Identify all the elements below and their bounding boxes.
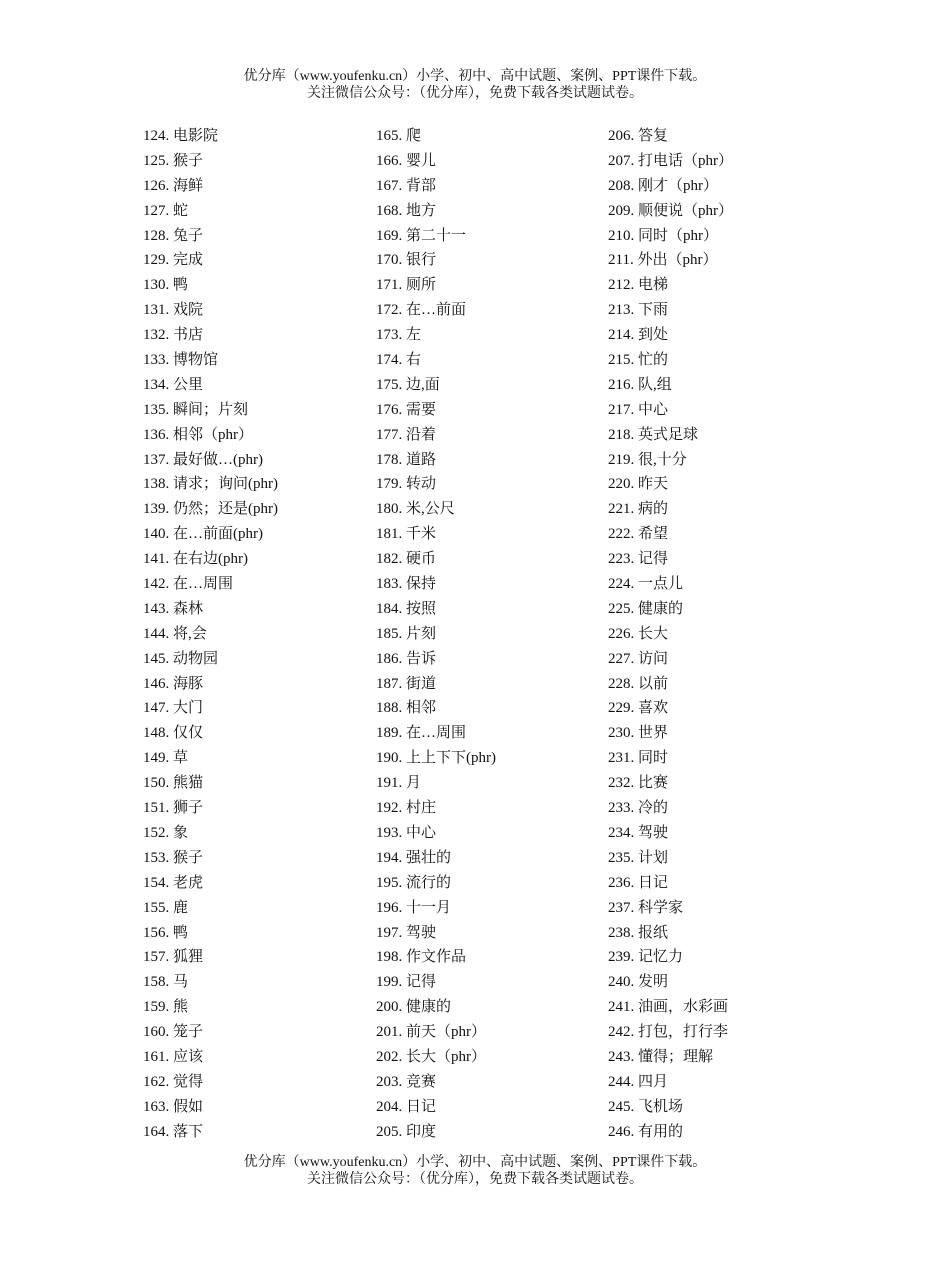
vocab-entry: 240. 发明: [608, 974, 669, 991]
vocab-entry: 221. 病的: [608, 501, 669, 518]
vocab-entry: 161. 应该: [143, 1048, 204, 1065]
vocab-entry: 244. 四月: [608, 1073, 669, 1090]
vocab-entry: 228. 以前: [608, 675, 669, 692]
vocab-entry: 155. 鹿: [143, 899, 189, 916]
vocab-entry: 143. 森林: [143, 600, 204, 617]
vocab-entry: 211. 外出（phr）: [608, 252, 718, 269]
vocab-entry: 170. 银行: [376, 252, 437, 269]
vocab-entry: 204. 日记: [376, 1098, 437, 1115]
vocab-column-1: [143, 124, 278, 1145]
vocab-entry: 193. 中心: [376, 824, 437, 841]
footer-banner: [0, 1154, 950, 1188]
vocab-entry: 210. 同时（phr）: [608, 227, 718, 244]
vocab-entry: 209. 顺便说（phr）: [608, 202, 733, 219]
vocab-entry: 208. 刚才（phr）: [608, 177, 718, 194]
vocab-entry: 217. 中心: [608, 401, 669, 418]
vocab-entry: 187. 街道: [376, 675, 437, 692]
vocab-entry: 203. 竞赛: [376, 1073, 437, 1090]
vocab-entry: 175. 边,面: [376, 376, 440, 393]
vocab-entry: 124. 电影院: [143, 128, 219, 144]
vocab-entry: 180. 米,公尺: [376, 501, 455, 518]
vocab-entry: 162. 觉得: [143, 1073, 204, 1090]
vocab-entry: 230. 世界: [608, 725, 669, 742]
header-banner: [0, 68, 950, 102]
vocab-entry: 127. 蛇: [143, 202, 189, 219]
vocab-entry: 195. 流行的: [376, 874, 452, 891]
vocab-entry: 166. 婴儿: [376, 152, 437, 169]
vocab-entry: 134. 公里: [143, 376, 204, 393]
vocab-entry: 190. 上上下下(phr): [376, 750, 496, 767]
vocab-entry: 147. 大门: [143, 700, 204, 717]
vocab-entry: 176. 需要: [376, 401, 437, 418]
footer-line-1: 优分库（www.youfenku.cn）小学、初中、高中试题、案例、PPT课件下载。: [243, 1155, 707, 1170]
vocab-column-2: [376, 124, 496, 1145]
vocab-entry: 174. 右: [376, 352, 422, 369]
vocab-entry: 243. 懂得；理解: [608, 1048, 714, 1065]
vocab-entry: 159. 熊: [143, 999, 189, 1016]
vocab-entry: 198. 作文作品: [376, 949, 467, 966]
vocab-entry: 167. 背部: [376, 177, 437, 194]
vocab-entry: 223. 记得: [608, 551, 669, 568]
vocab-entry: 214. 到处: [608, 327, 669, 344]
vocab-entry: 165. 爬: [376, 128, 422, 144]
vocab-entry: 222. 希望: [608, 526, 669, 543]
vocab-entry: 154. 老虎: [143, 874, 204, 891]
vocab-entry: 216. 队,组: [608, 376, 672, 393]
vocab-entry: 152. 象: [143, 824, 189, 841]
vocab-entry: 177. 沿着: [376, 426, 437, 443]
vocab-entry: 205. 印度: [376, 1123, 437, 1140]
vocab-entry: 199. 记得: [376, 974, 437, 991]
vocab-entry: 141. 在右边(phr): [143, 551, 248, 568]
vocab-entry: 233. 冷的: [608, 800, 669, 817]
vocab-entry: 173. 左: [376, 327, 422, 344]
vocab-entry: 135. 瞬间；片刻: [143, 401, 249, 418]
vocab-entry: 197. 驾驶: [376, 924, 437, 941]
vocab-column-3: [608, 124, 733, 1145]
vocab-entry: 191. 月: [376, 775, 422, 792]
vocab-entry: 182. 硬币: [376, 551, 437, 568]
vocab-entry: 226. 长大: [608, 625, 669, 642]
vocab-entry: 212. 电梯: [608, 277, 669, 294]
vocab-entry: 194. 强壮的: [376, 849, 452, 866]
vocab-entry: 241. 油画，水彩画: [608, 999, 729, 1016]
vocab-entry: 144. 将,会: [143, 625, 207, 642]
vocab-entry: 220. 昨天: [608, 476, 669, 493]
footer-line-2: 关注微信公众号：（优分库），免费下载各类试题试卷。: [307, 1172, 643, 1187]
vocab-entry: 133. 博物馆: [143, 352, 219, 369]
vocab-entry: 236. 日记: [608, 874, 669, 891]
vocab-entry: 151. 狮子: [143, 800, 204, 817]
vocab-entry: 142. 在…周围: [143, 576, 234, 593]
vocab-entry: 146. 海豚: [143, 675, 204, 692]
vocab-entry: 130. 鸭: [143, 277, 189, 294]
vocab-entry: 126. 海鲜: [143, 177, 204, 194]
header-line-2: 关注微信公众号：（优分库），免费下载各类试题试卷。: [307, 86, 643, 101]
vocab-entry: 183. 保持: [376, 576, 437, 593]
vocab-entry: 246. 有用的: [608, 1123, 684, 1140]
vocab-entry: 207. 打电话（phr）: [608, 152, 733, 169]
header-line-1: 优分库（www.youfenku.cn）小学、初中、高中试题、案例、PPT课件下载。: [243, 69, 707, 84]
vocab-entry: 239. 记忆力: [608, 949, 684, 966]
vocab-entry: 131. 戏院: [143, 302, 204, 319]
vocab-entry: 139. 仍然；还是(phr): [143, 501, 278, 518]
vocab-entry: 219. 很,十分: [608, 451, 687, 468]
vocab-entry: 234. 驾驶: [608, 824, 669, 841]
vocab-entry: 129. 完成: [143, 252, 204, 269]
vocab-entry: 178. 道路: [376, 451, 437, 468]
vocab-entry: 235. 计划: [608, 849, 669, 866]
vocab-entry: 224. 一点儿: [608, 576, 684, 593]
vocab-entry: 160. 笼子: [143, 1024, 204, 1041]
vocab-entry: 231. 同时: [608, 750, 669, 767]
vocab-entry: 186. 告诉: [376, 650, 437, 667]
vocab-entry: 125. 猴子: [143, 152, 204, 169]
vocab-entry: 196. 十一月: [376, 899, 452, 916]
vocab-entry: 145. 动物园: [143, 650, 219, 667]
vocab-entry: 202. 长大（phr）: [376, 1048, 486, 1065]
vocab-entry: 138. 请求；询问(phr): [143, 476, 278, 493]
vocab-entry: 215. 忙的: [608, 352, 669, 369]
vocab-entry: 185. 片刻: [376, 625, 437, 642]
vocab-entry: 181. 千米: [376, 526, 437, 543]
vocab-entry: 213. 下雨: [608, 302, 669, 319]
vocab-entry: 245. 飞机场: [608, 1098, 684, 1115]
vocab-entry: 157. 狐狸: [143, 949, 204, 966]
vocab-entry: 168. 地方: [376, 202, 437, 219]
vocab-entry: 179. 转动: [376, 476, 437, 493]
vocab-entry: 238. 报纸: [608, 924, 669, 941]
vocab-entry: 149. 草: [143, 750, 189, 767]
vocab-entry: 156. 鸭: [143, 924, 189, 941]
vocab-entry: 136. 相邻（phr）: [143, 426, 253, 443]
vocab-entry: 164. 落下: [143, 1123, 204, 1140]
vocab-entry: 242. 打包，打行李: [608, 1024, 729, 1041]
vocab-entry: 163. 假如: [143, 1098, 204, 1115]
vocab-entry: 218. 英式足球: [608, 426, 699, 443]
vocab-entry: 172. 在…前面: [376, 302, 467, 319]
vocab-entry: 171. 厕所: [376, 277, 437, 294]
vocab-entry: 132. 书店: [143, 327, 204, 344]
vocab-entry: 229. 喜欢: [608, 700, 669, 717]
vocab-entry: 200. 健康的: [376, 999, 452, 1016]
vocab-entry: 192. 村庄: [376, 800, 437, 817]
vocab-entry: 237. 科学家: [608, 899, 684, 916]
vocab-entry: 128. 兔子: [143, 227, 204, 244]
vocab-entry: 188. 相邻: [376, 700, 437, 717]
vocab-entry: 201. 前天（phr）: [376, 1024, 486, 1041]
vocab-entry: 232. 比赛: [608, 775, 669, 792]
vocab-entry: 169. 第二十一: [376, 227, 467, 244]
vocab-entry: 137. 最好做…(phr): [143, 451, 263, 468]
vocab-entry: 150. 熊猫: [143, 775, 204, 792]
vocab-entry: 225. 健康的: [608, 600, 684, 617]
vocab-entry: 189. 在…周围: [376, 725, 467, 742]
vocab-entry: 140. 在…前面(phr): [143, 526, 263, 543]
vocab-entry: 206. 答复: [608, 128, 669, 144]
vocab-entry: 227. 访问: [608, 650, 669, 667]
vocab-entry: 158. 马: [143, 974, 189, 991]
vocab-entry: 148. 仅仅: [143, 725, 204, 742]
vocab-entry: 153. 猴子: [143, 849, 204, 866]
vocab-entry: 184. 按照: [376, 600, 437, 617]
